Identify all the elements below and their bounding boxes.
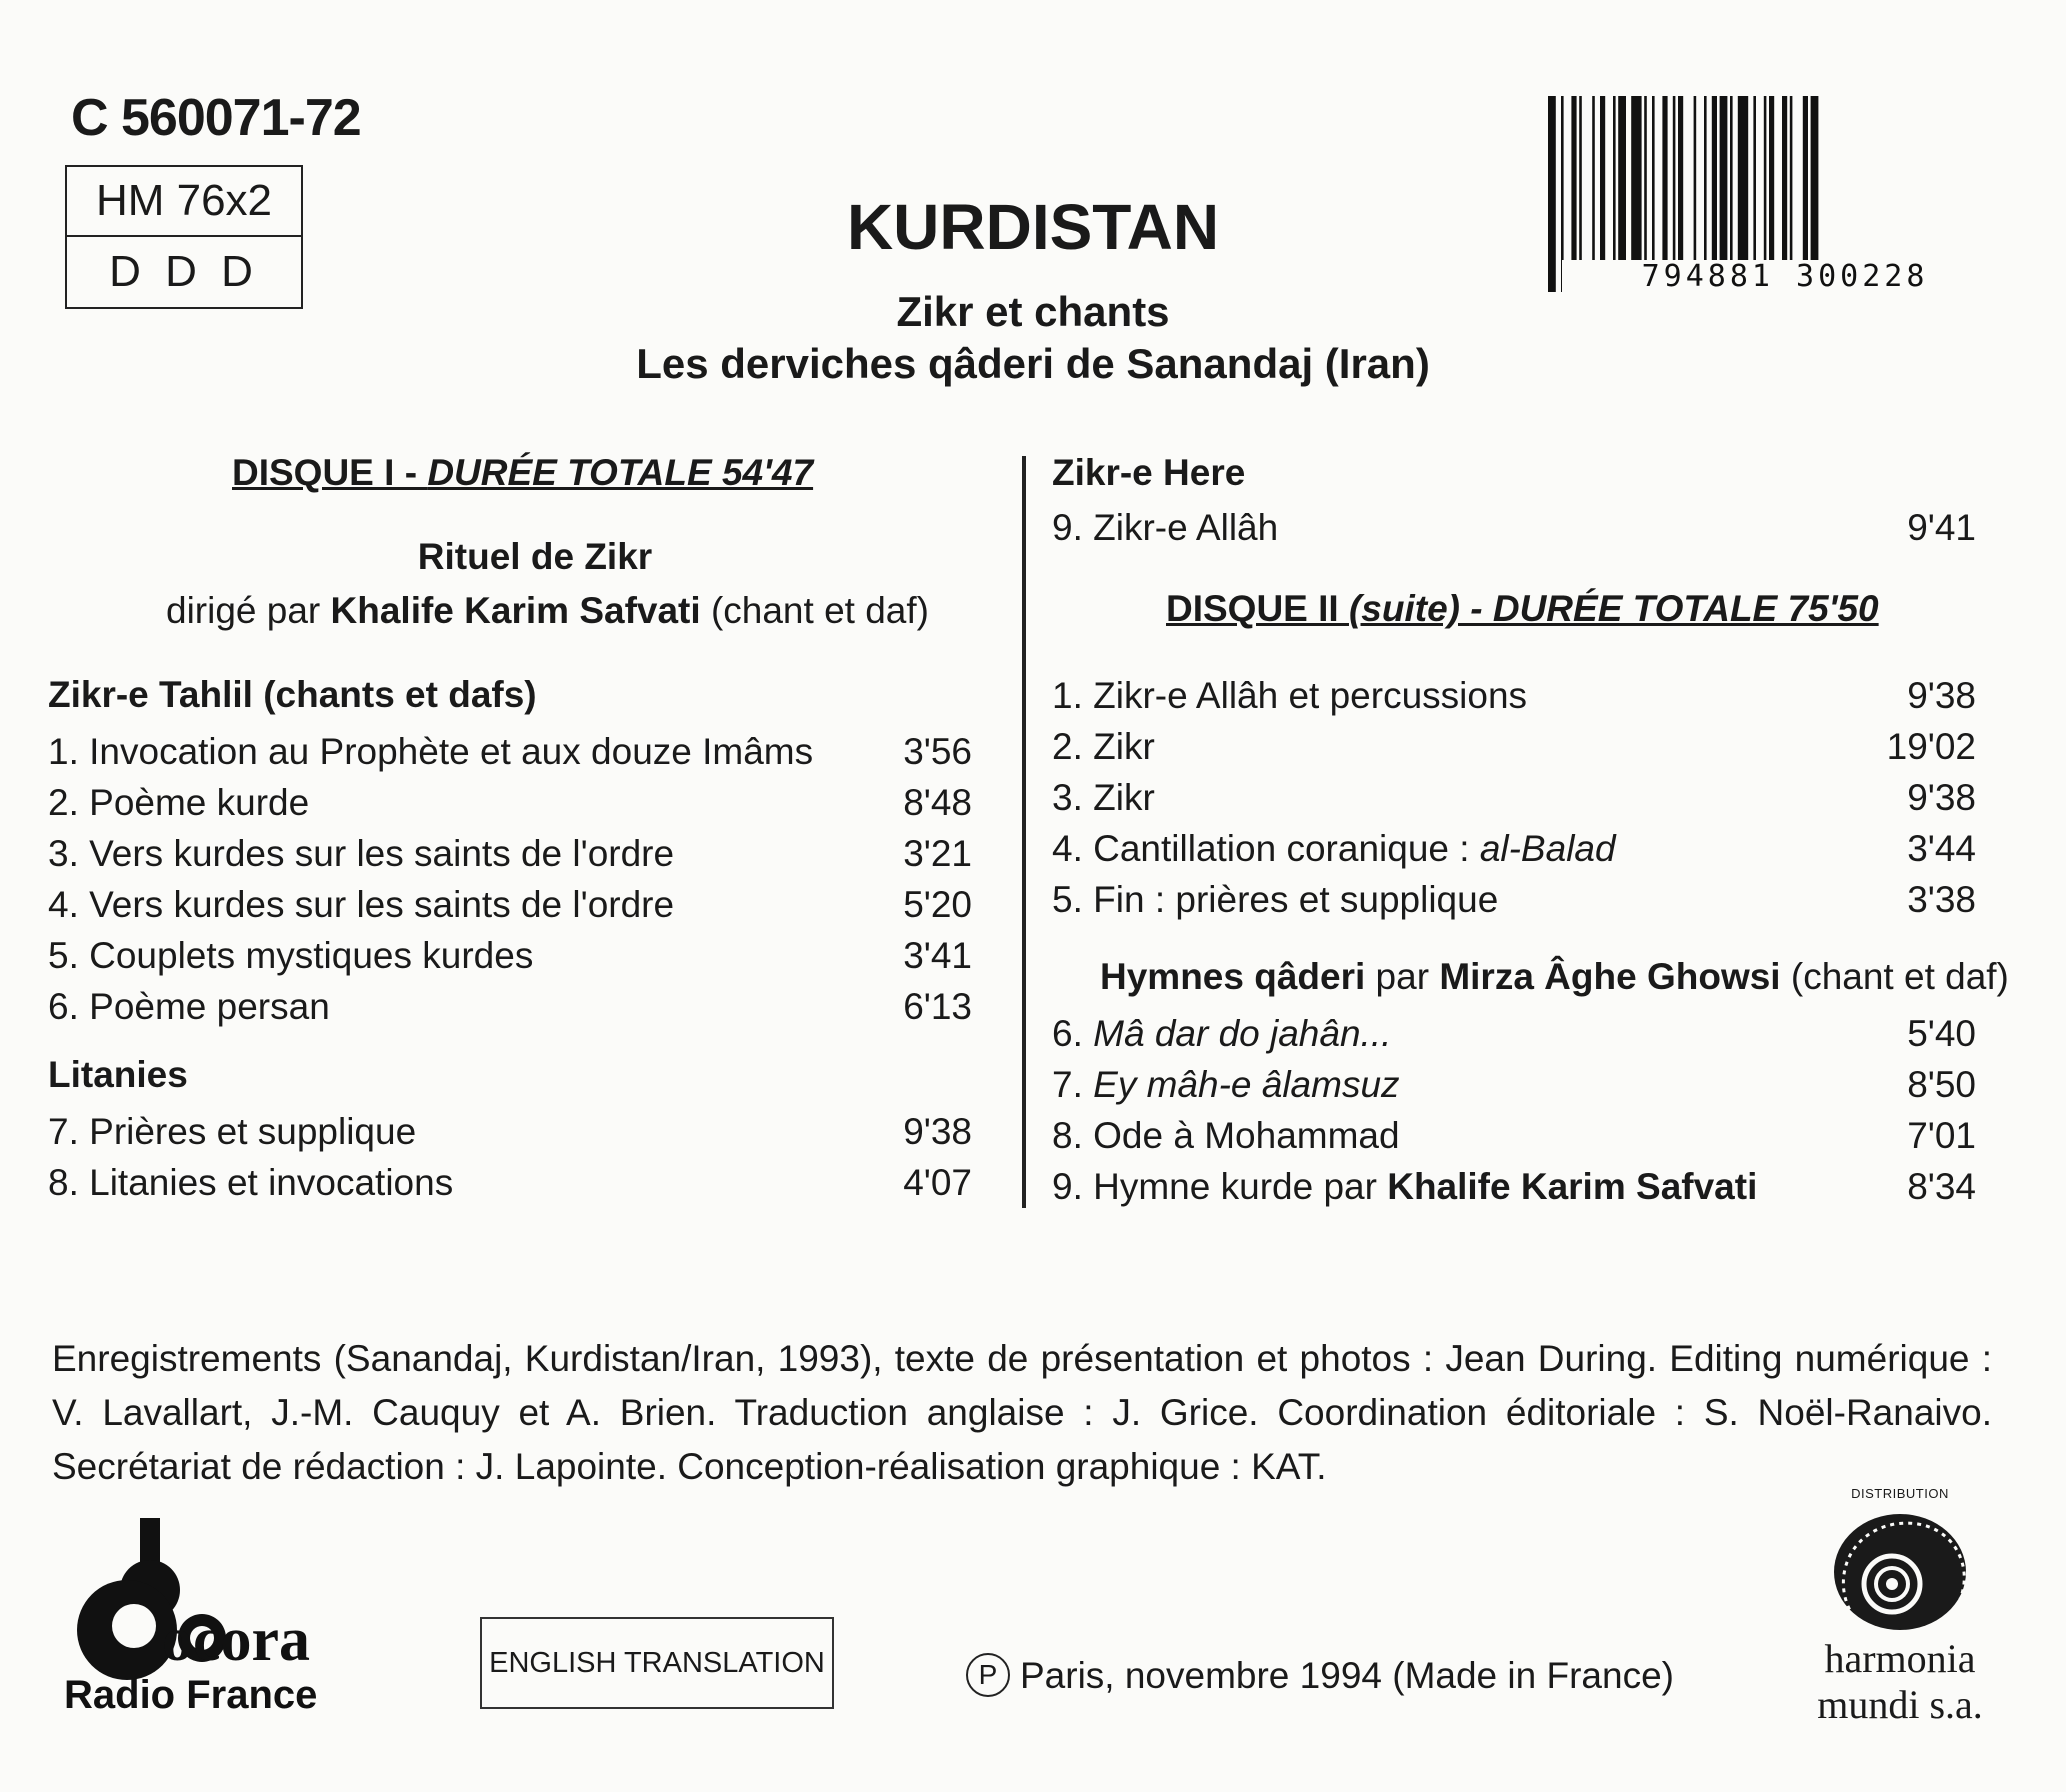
- hm-line-2: mundi s.a.: [1817, 1682, 1983, 1727]
- track-duration: 4'07: [903, 1162, 972, 1203]
- track-title: 4. Cantillation coranique :: [1052, 828, 1480, 869]
- ritual-by-prefix: dirigé par: [166, 590, 331, 631]
- track-duration: 3'41: [903, 935, 972, 976]
- track-row: [1052, 1008, 1976, 1059]
- publication-line: [966, 1653, 1674, 1697]
- track-duration: 9'38: [1907, 777, 1976, 818]
- harmonia-mundi-logo: [1800, 1484, 2000, 1644]
- album-subtitle-2: Les derviches qâderi de Sanandaj (Iran): [636, 340, 1430, 387]
- credits: [52, 1332, 1992, 1494]
- track-row: [48, 981, 972, 1032]
- section-litanies: Litanies: [48, 1054, 188, 1095]
- credits-line-2: V. Lavallart, J.-M. Cauquy et A. Brien. Traduction anglaise : J. Grice. Coordination éditoriale : S. Noël-Ranaivo.: [52, 1392, 1992, 1433]
- english-translation-label: ENGLISH TRANSLATION: [480, 1617, 834, 1709]
- track-row: [48, 879, 972, 930]
- ocora-wordmark: ocora: [162, 1606, 311, 1674]
- album-subtitle: Zikr et chants: [896, 288, 1170, 335]
- disc2-suite: (suite): [1348, 588, 1460, 629]
- album-title: KURDISTAN: [846, 191, 1220, 263]
- track-title: 1. Zikr-e Allâh et percussions: [1052, 675, 1528, 716]
- track-title: 3. Vers kurdes sur les saints de l'ordre: [48, 833, 675, 874]
- format-line-2: D D D: [109, 247, 259, 296]
- track-duration: 7'01: [1907, 1115, 1976, 1156]
- hymns-performer: Mirza Âghe Ghowsi: [1439, 956, 1781, 997]
- ocora-logo-graphic: [62, 1518, 382, 1718]
- track-title-italic: al-Balad: [1479, 828, 1616, 869]
- hymns-heading: [1100, 956, 2009, 998]
- track-row: [1052, 1110, 1976, 1161]
- ocora-radio-france-logo: [62, 1518, 382, 1718]
- hm-line-1: harmonia: [1824, 1636, 1976, 1681]
- track-number: 9.: [1052, 1166, 1094, 1207]
- ritual-direction: [166, 590, 929, 632]
- track-row: [1052, 1161, 1976, 1212]
- track-duration: 5'20: [903, 884, 972, 925]
- disc1-heading-label: DISQUE I -: [232, 452, 428, 493]
- track-title: Hymne kurde par: [1093, 1166, 1388, 1207]
- track-title-italic: Mâ dar do jahân...: [1093, 1013, 1392, 1054]
- column-divider: [1022, 456, 1026, 1208]
- radio-france-wordmark: Radio France: [64, 1673, 318, 1717]
- track-number: 7.: [1052, 1064, 1094, 1105]
- track-row: [1052, 502, 1976, 553]
- spiral-icon: [1800, 1484, 2000, 1644]
- publication-text: Paris, novembre 1994 (Made in France): [1020, 1655, 1674, 1696]
- barcode-digits: 794881 300228: [1641, 259, 1929, 294]
- track-title: 3. Zikr: [1052, 777, 1155, 818]
- track-duration: 3'38: [1907, 879, 1976, 920]
- track-row: [1052, 874, 1976, 925]
- hymns-title: Hymnes qâderi: [1100, 956, 1366, 997]
- ritual-title: Rituel de Zikr: [417, 536, 653, 577]
- distribution-label: DISTRIBUTION: [1851, 1486, 1949, 1501]
- track-row: [48, 777, 972, 828]
- track-title: 4. Vers kurdes sur les saints de l'ordre: [48, 884, 675, 925]
- track-duration: 3'21: [903, 833, 972, 874]
- track-duration: 6'13: [903, 986, 972, 1027]
- track-title: 1. Invocation au Prophète et aux douze Imâms: [48, 731, 814, 772]
- track-title: 7. Prières et supplique: [48, 1111, 417, 1152]
- disc2-heading: [1166, 588, 1879, 630]
- harmonia-mundi-wordmark: [1790, 1636, 2010, 1728]
- section-zikr-tahlil: Zikr-e Tahlil (chants et dafs): [48, 674, 537, 715]
- track-row: [1052, 823, 1976, 874]
- credits-line-1: Enregistrements (Sanandaj, Kurdistan/Iran, 1993), texte de présentation et photos : Jean During. Editing numérique :: [52, 1338, 1992, 1379]
- track-duration: 5'40: [1907, 1013, 1976, 1054]
- track-title: 5. Fin : prières et supplique: [1052, 879, 1499, 920]
- track-row: [1052, 670, 1976, 721]
- ritual-by-suffix: (chant et daf): [700, 590, 929, 631]
- track-title: Ode à Mohammad: [1093, 1115, 1400, 1156]
- track-duration: 8'48: [903, 782, 972, 823]
- track-row: [48, 726, 972, 777]
- disc1-total-duration: DURÉE TOTALE 54'47: [427, 452, 814, 493]
- catalog-number: C 560071-72: [71, 89, 361, 147]
- hymns-instrument: (chant et daf): [1780, 956, 2009, 997]
- format-line-1: HM 76x2: [67, 167, 301, 237]
- track-duration: 9'38: [903, 1111, 972, 1152]
- track-duration: 3'56: [903, 731, 972, 772]
- track-title: 6. Poème persan: [48, 986, 330, 1027]
- track-duration: 8'50: [1907, 1064, 1976, 1105]
- section-zikr-here: Zikr-e Here: [1052, 452, 1246, 493]
- disc2-total-duration: - DURÉE TOTALE 75'50: [1459, 588, 1879, 629]
- track-title: 2. Zikr: [1052, 726, 1155, 767]
- track-row: [48, 1157, 972, 1208]
- disc1-heading: [232, 452, 813, 494]
- track-duration: 9'41: [1907, 507, 1976, 548]
- track-row: [1052, 772, 1976, 823]
- hymns-par: par: [1365, 956, 1440, 997]
- track-number: 6.: [1052, 1013, 1094, 1054]
- track-duration: 8'34: [1907, 1166, 1976, 1207]
- track-number: 8.: [1052, 1115, 1094, 1156]
- disc2-heading-label: DISQUE II: [1166, 588, 1349, 629]
- track-title-bold: Khalife Karim Safvati: [1387, 1166, 1758, 1207]
- track-title: 9. Zikr-e Allâh: [1052, 507, 1279, 548]
- track-title: 8. Litanies et invocations: [48, 1162, 454, 1203]
- phonogram-copyright-icon: P: [966, 1653, 1010, 1697]
- track-row: [48, 1106, 972, 1157]
- track-row: [48, 828, 972, 879]
- credits-line-3: Secrétariat de rédaction : J. Lapointe. Conception-réalisation graphique : KAT.: [52, 1446, 1327, 1487]
- track-duration: 3'44: [1907, 828, 1976, 869]
- track-duration: 9'38: [1907, 675, 1976, 716]
- track-title: 2. Poème kurde: [48, 782, 310, 823]
- track-title: 5. Couplets mystiques kurdes: [48, 935, 534, 976]
- track-title-italic: Ey mâh-e âlamsuz: [1093, 1064, 1400, 1105]
- track-row: [1052, 1059, 1976, 1110]
- track-row: [1052, 721, 1976, 772]
- ritual-by-name: Khalife Karim Safvati: [330, 590, 701, 631]
- track-duration: 19'02: [1886, 726, 1976, 767]
- track-row: [48, 930, 972, 981]
